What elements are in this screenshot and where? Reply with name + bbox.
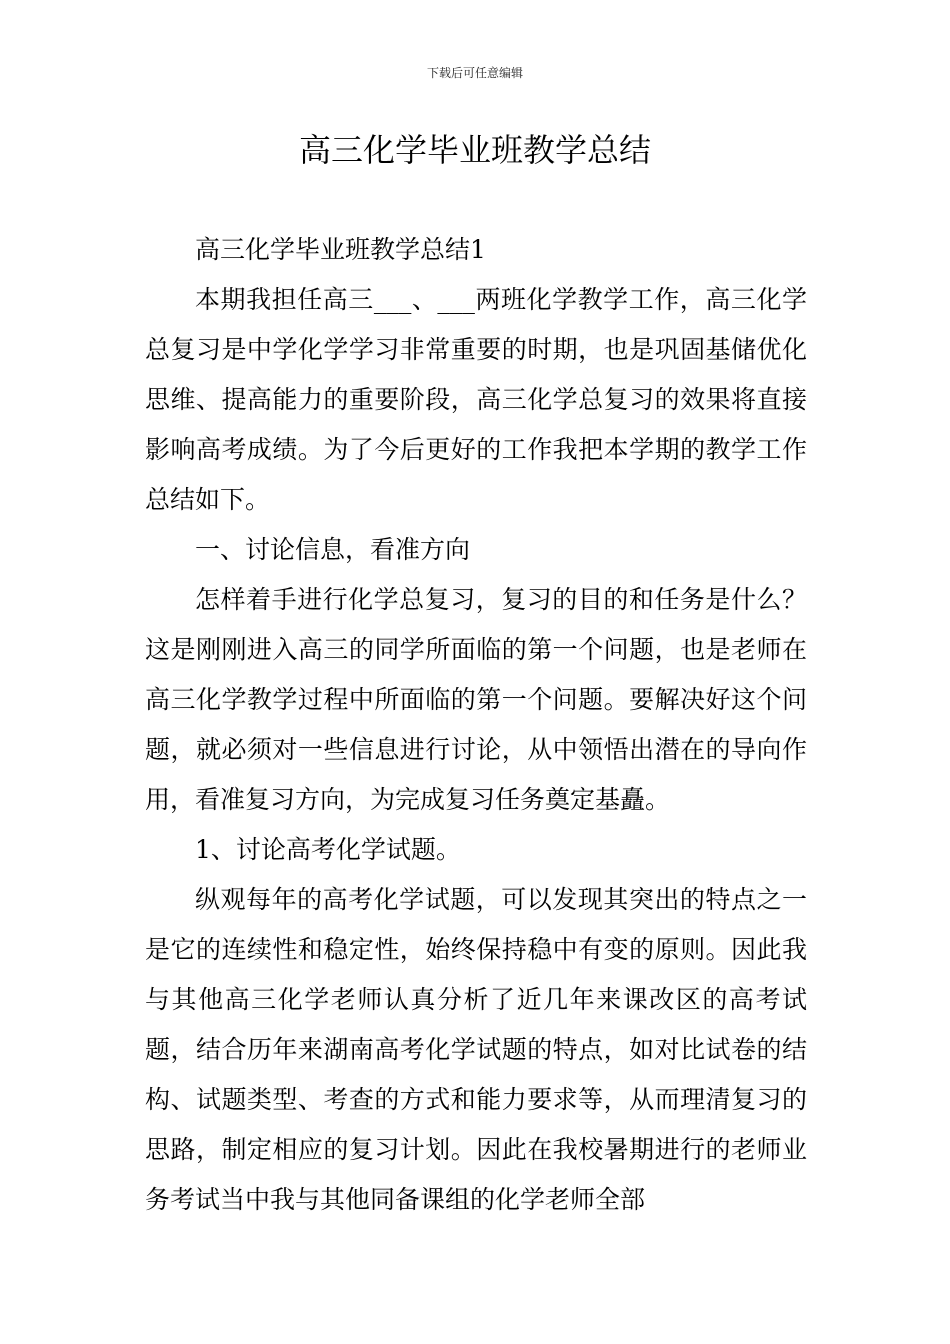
paragraph: 纵观每年的高考化学试题，可以发现其突出的特点之一是它的连续性和稳定性，始终保持稳中有变的原则。因此我与其他高三化学老师认真分析了近几年来课改区的高考试题，结合历年来湖南高考化学试题的特点，如对比试卷的结构、试题类型、考查的方式和能力要求等，从而理清复习的思路，制定相应的复习计划。因此在我校暑期进行的老师业务考试当中我与其他同备课组的化学老师全部 — [145, 885, 807, 1214]
document-body — [145, 225, 807, 1225]
header-note: 下载后可任意编辑 — [426, 66, 523, 80]
section-heading: 一、讨论信息，看准方向 — [195, 535, 471, 564]
section-heading: 高三化学毕业班教学总结1 — [195, 235, 486, 264]
document-title: 高三化学毕业班教学总结 — [298, 131, 651, 169]
section-heading: 1、讨论高考化学试题。 — [195, 835, 461, 864]
paragraph: 怎样着手进行化学总复习，复习的目的和任务是什么？这是刚刚进入高三的同学所面临的第一个问题，也是老师在高三化学教学过程中所面临的第一个问题。要解决好这个问题，就必须对一些信息进行讨论，从中领悟出潜在的导向作用，看准复习方向，为完成复习任务奠定基矗。 — [145, 585, 807, 814]
paragraph: 本期我担任高三___、___两班化学教学工作，高三化学总复习是中学化学学习非常重要的时期，也是巩固基储优化思维、提高能力的重要阶段，高三化学总复习的效果将直接影响高考成绩。为了今后更好的工作我把本学期的教学工作总结如下。 — [145, 285, 807, 514]
